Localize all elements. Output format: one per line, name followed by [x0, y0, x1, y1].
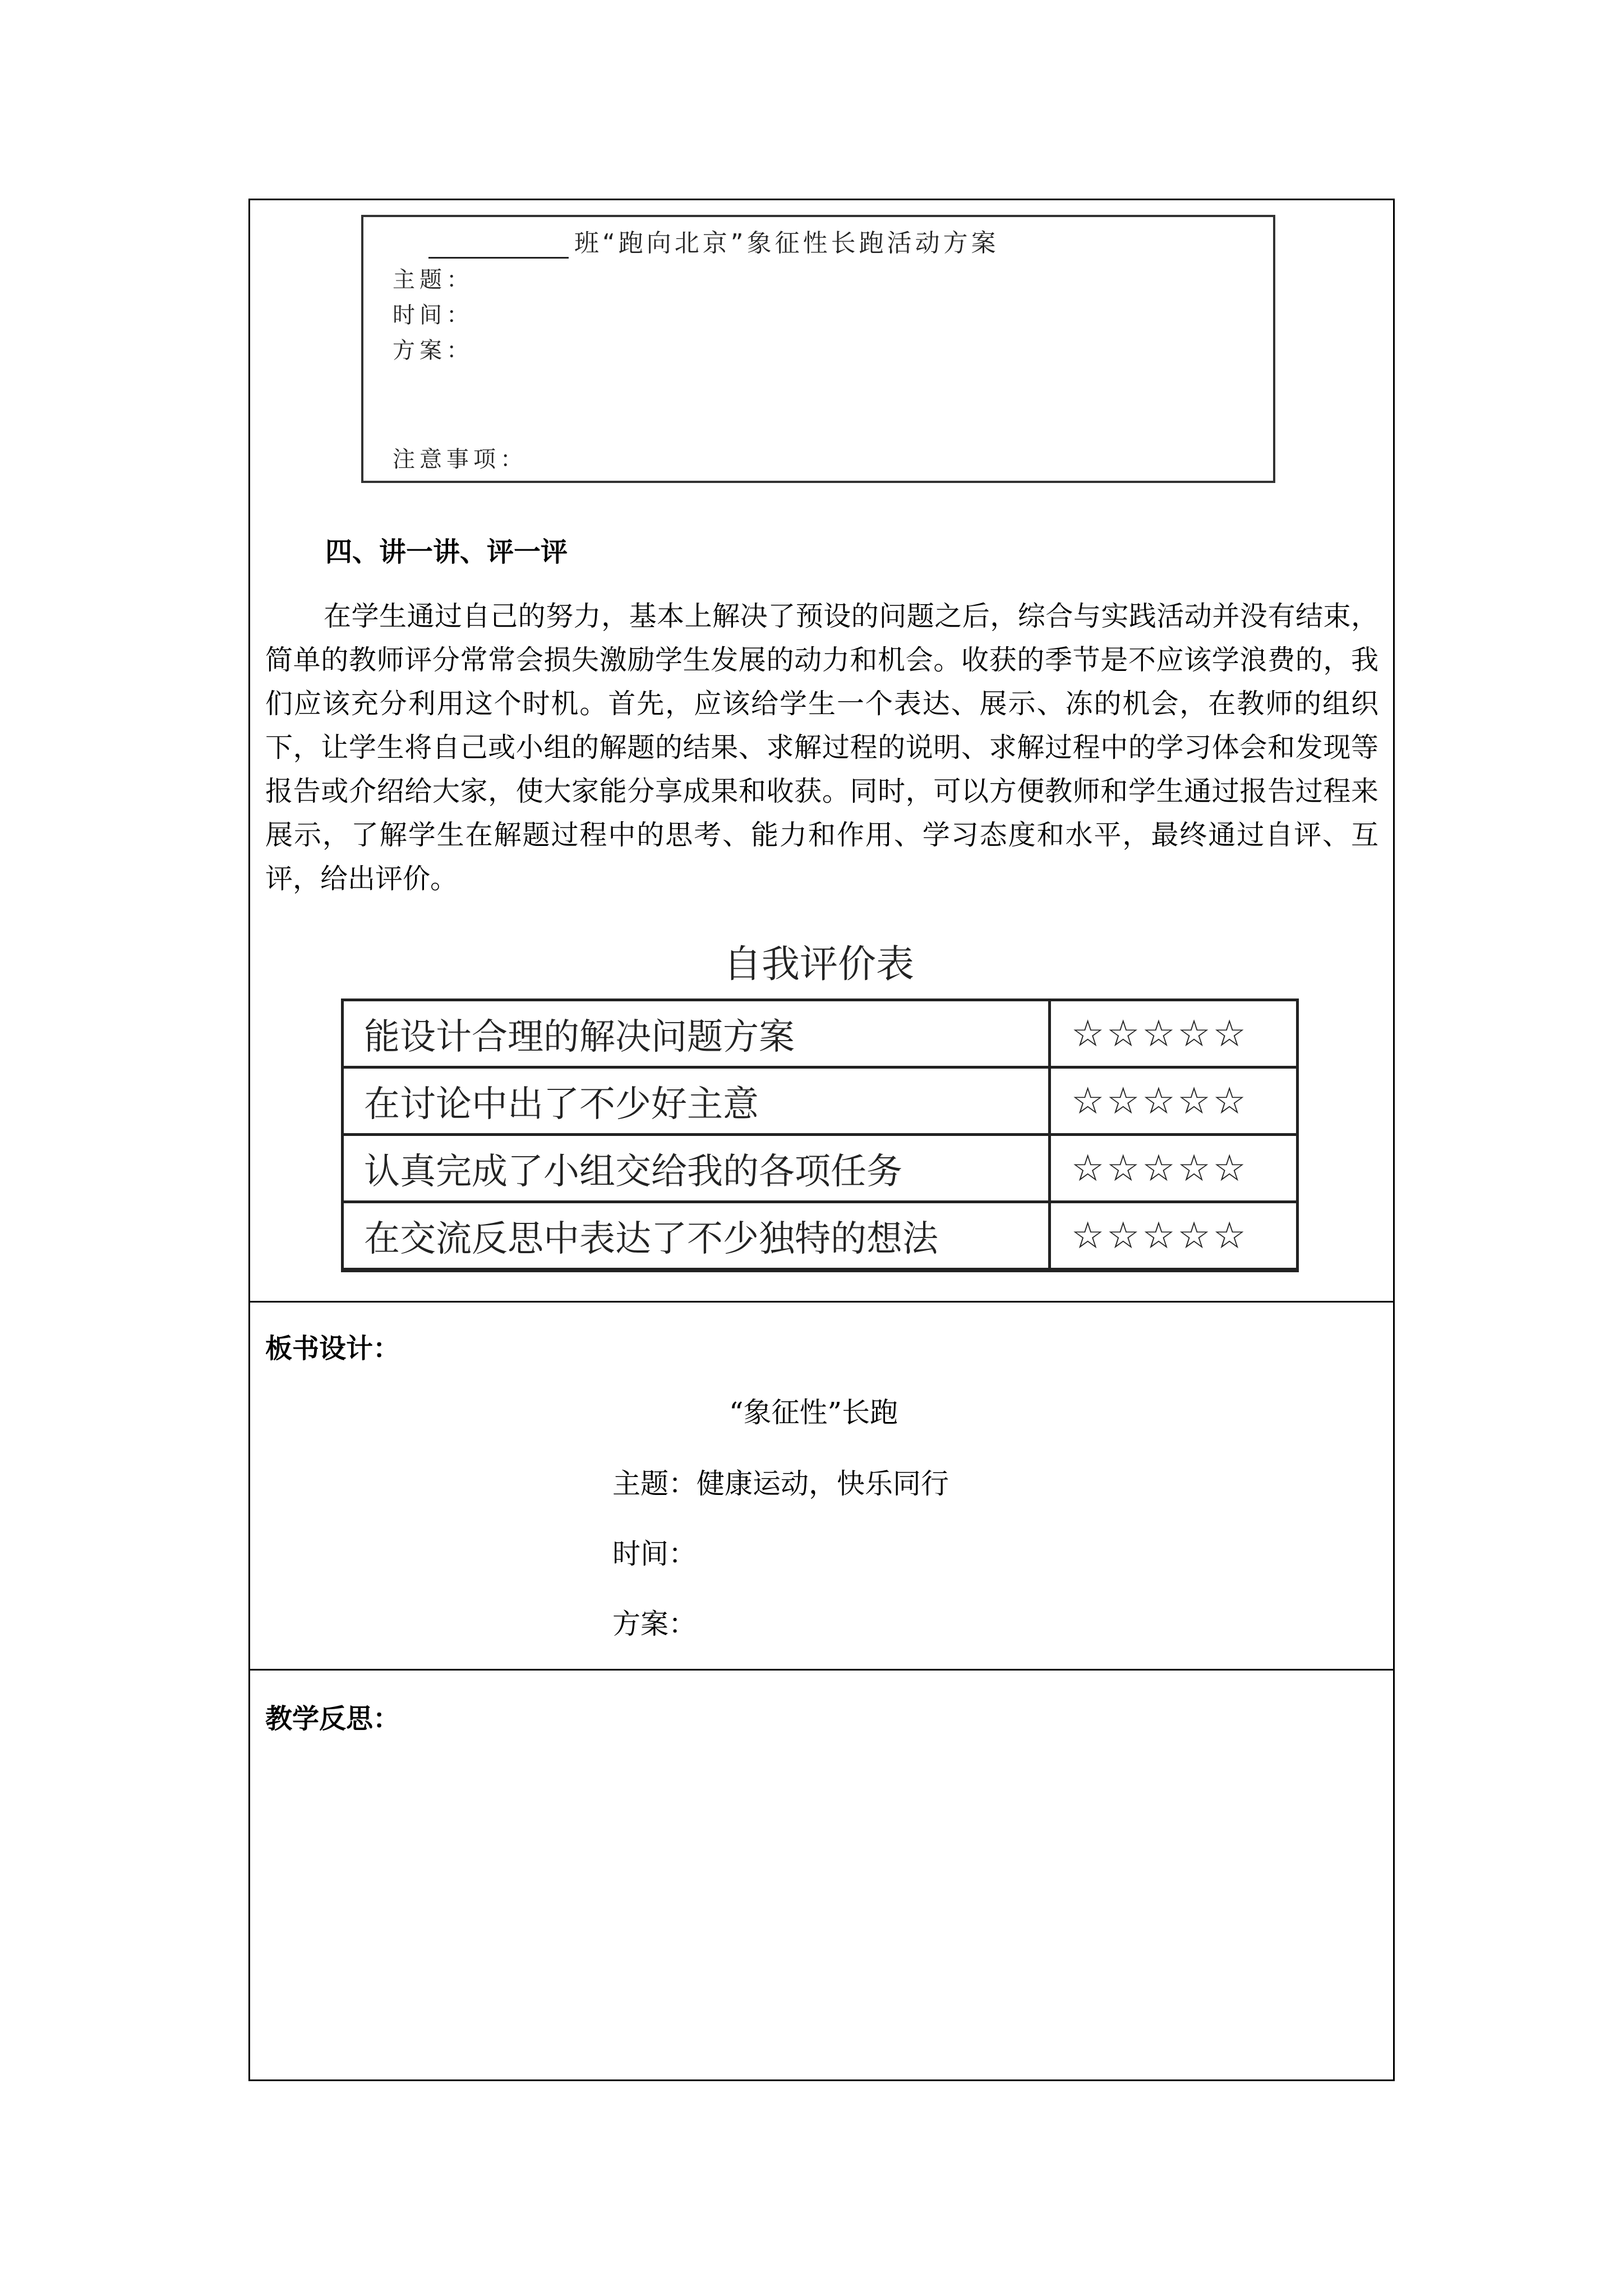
table-row [343, 1000, 1298, 1068]
activity-plan-title [428, 223, 999, 259]
section4-paragraph: 在学生通过自己的努力，基本上解决了预设的问题之后，综合与实践活动并没有结束，简单的教师评分常常会损失激励学生发展的动力和机会。收获的季节是不应该学浪费的，我们应该充分利用这个时机。首先，应该给学生一个表达、展示、冻的机会，在教师的组织下，让学生将自己或小组的解题的结果、求解过程的说明、求解过程中的学习体会和发现等报告或介绍给大家，使大家能分享成果和收获。同时，可以方便教师和学生通过报告过程来展示，了解学生在解题过程中的思考、能力和作用、学习态度和水平，最终通过自评、互评，给出评价。 [265, 600, 1378, 895]
section4-heading: 四、讲一讲、评一评 [325, 536, 568, 568]
teaching-reflection-label: 教学反思： [265, 1703, 400, 1734]
table-row [343, 1068, 1298, 1135]
evaluation-item: 能设计合理的解决问题方案 [343, 1000, 1050, 1068]
activity-plan-box [361, 215, 1275, 483]
plan-field-notes: 注意事项： [393, 447, 527, 472]
plan-field-theme: 主题： [393, 267, 473, 293]
evaluation-item: 在交流反思中表达了不少独特的想法 [343, 1202, 1050, 1271]
board-design-theme: 主题：健康运动，快乐同行 [612, 1467, 949, 1500]
row-divider-reflection [250, 1669, 1393, 1671]
table-row [343, 1202, 1298, 1271]
star-rating: ☆☆☆☆☆ [1050, 1000, 1298, 1068]
star-rating: ☆☆☆☆☆ [1050, 1135, 1298, 1202]
board-design-label: 板书设计： [265, 1333, 400, 1364]
board-design-time: 时间： [612, 1538, 697, 1570]
star-rating: ☆☆☆☆☆ [1050, 1068, 1298, 1135]
board-design-title: “象征性”长跑 [729, 1396, 898, 1429]
plan-field-time: 时间： [393, 302, 473, 328]
star-rating: ☆☆☆☆☆ [1050, 1202, 1298, 1271]
self-evaluation-table [341, 999, 1299, 1272]
evaluation-item: 认真完成了小组交给我的各项任务 [343, 1135, 1050, 1202]
row-divider-board [250, 1301, 1393, 1303]
table-row [343, 1135, 1298, 1202]
board-design-scheme: 方案： [612, 1608, 697, 1640]
self-evaluation-title: 自我评价表 [723, 942, 915, 987]
class-name-blank [428, 232, 569, 259]
plan-field-scheme: 方案： [393, 338, 473, 364]
activity-plan-title-text: 班“跑向北京”象征性长跑活动方案 [574, 229, 999, 257]
evaluation-item: 在讨论中出了不少好主意 [343, 1068, 1050, 1135]
